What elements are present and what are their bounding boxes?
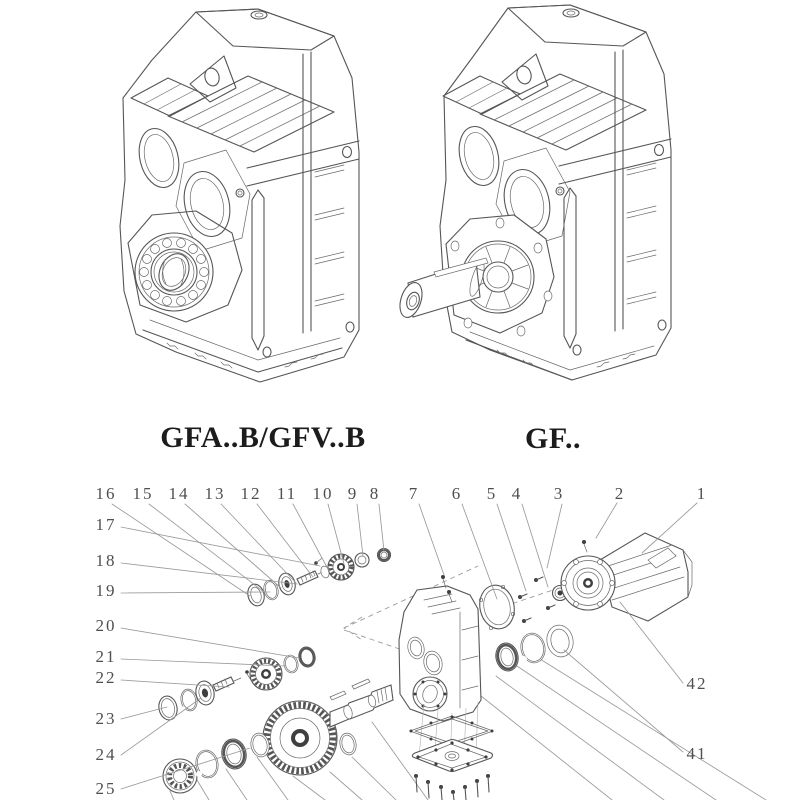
leader-line-20	[121, 628, 299, 658]
gearbox-left-drawing	[120, 9, 359, 382]
leader-line-7	[419, 504, 444, 575]
housing-outline	[440, 5, 671, 380]
leader-line-16	[112, 504, 250, 596]
callout-19: 19	[95, 581, 117, 600]
leader-line-22	[121, 680, 229, 687]
exploded-output-shaft	[330, 679, 393, 756]
output-bore-1	[453, 122, 504, 189]
leader-line-3	[547, 504, 562, 568]
base-feet	[143, 320, 342, 372]
callout-2: 2	[614, 484, 626, 503]
callout-14: 14	[168, 484, 190, 503]
callout-22: 22	[95, 668, 117, 687]
callout-17: 17	[95, 515, 117, 534]
callout-7: 7	[408, 484, 420, 503]
exploded-input-shaft-parts	[245, 549, 390, 608]
callout-20: 20	[95, 616, 117, 635]
leader-line-2	[596, 503, 617, 538]
leader-line-12	[257, 504, 313, 577]
callout-4: 4	[511, 484, 523, 503]
leader-line-11	[293, 504, 329, 571]
callout-1: 1	[696, 484, 708, 503]
exploded-bottom-cover	[410, 702, 494, 800]
shaft-key	[330, 691, 346, 700]
model-label-right: GF..	[525, 422, 581, 455]
callout-42: 42	[686, 674, 708, 693]
output-bore-1	[133, 124, 184, 191]
callout-23: 23	[95, 709, 117, 728]
exploded-seal-rings	[493, 623, 576, 673]
callout-8: 8	[369, 484, 381, 503]
callout-11: 11	[276, 484, 298, 503]
leader-line-41	[564, 650, 683, 752]
leader-line-13	[221, 504, 296, 583]
callout-41: 41	[686, 744, 708, 763]
leader-line-5	[497, 504, 526, 591]
exploded-diagram	[96, 484, 767, 800]
exploded-output-bearing-parts	[163, 731, 271, 793]
gearbox-right-drawing	[396, 5, 671, 380]
callout-13: 13	[204, 484, 226, 503]
leader-line-9	[357, 504, 363, 556]
exploded-motor	[561, 533, 692, 621]
callout-6: 6	[451, 484, 463, 503]
exploded-flange-gasket	[476, 577, 568, 632]
callout-12: 12	[240, 484, 262, 503]
leader-line-8	[379, 504, 384, 551]
callout-18: 18	[95, 551, 117, 570]
callout-24: 24	[95, 745, 117, 764]
leader-line-6	[462, 504, 497, 599]
leader-line-18	[121, 563, 297, 584]
base-feet	[466, 332, 654, 380]
model-label-left: GFA..B/GFV..B	[160, 421, 366, 454]
top-plug	[563, 9, 579, 17]
callout-25: 25	[95, 779, 117, 798]
leader-line-4	[522, 504, 548, 587]
callout-10: 10	[312, 484, 334, 503]
callout-9: 9	[347, 484, 359, 503]
top-plug	[251, 11, 267, 19]
callout-21: 21	[95, 647, 117, 666]
shaft-key	[352, 679, 370, 689]
callout-3: 3	[553, 484, 565, 503]
callout-16: 16	[95, 484, 117, 503]
callout-5: 5	[486, 484, 498, 503]
callout-15: 15	[132, 484, 154, 503]
exploded-output-gear	[263, 701, 337, 775]
leader-line-15	[149, 504, 264, 592]
leader-line-17	[121, 527, 320, 566]
